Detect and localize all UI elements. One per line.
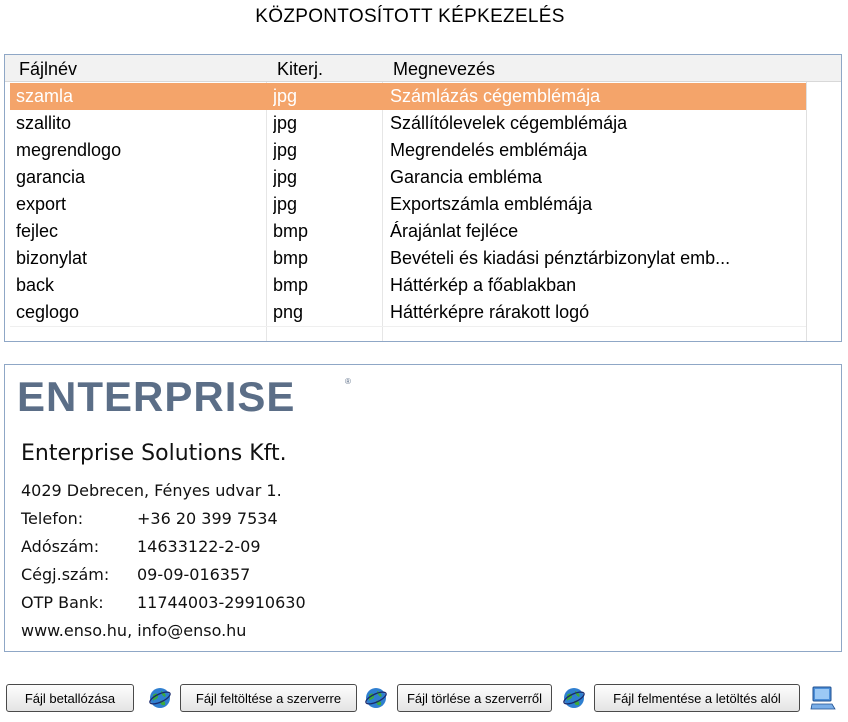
web-line: www.enso.hu, info@enso.hu (21, 621, 247, 640)
column-divider (806, 82, 807, 341)
globe-icon[interactable] (148, 686, 172, 710)
page-title: KÖZPONTOSÍTOTT KÉPKEZELÉS (255, 6, 565, 27)
header-extension[interactable]: Kiterj. (277, 59, 324, 79)
table-row[interactable] (10, 218, 806, 245)
cell-description: Háttérkép a főablakban (390, 275, 577, 295)
cell-filename: megrendlogo (16, 140, 122, 160)
table-row[interactable] (10, 272, 806, 299)
header-description[interactable]: Megnevezés (393, 59, 496, 79)
cell-description: Garancia embléma (390, 167, 543, 187)
table-row[interactable] (10, 191, 806, 218)
phone-value: +36 20 399 7534 (137, 509, 278, 528)
globe-icon[interactable] (364, 686, 388, 710)
grid-header (5, 55, 841, 82)
cell-extension: jpg (273, 194, 298, 214)
cell-extension: bmp (273, 221, 309, 241)
logo-image (9, 369, 351, 647)
globe-icon[interactable] (562, 686, 586, 710)
table-row[interactable] (10, 299, 806, 326)
bank-label: OTP Bank: (21, 593, 104, 612)
cell-description: Háttérképre rárakott logó (390, 302, 590, 322)
cell-filename: szamla (16, 86, 74, 106)
table-row[interactable] (10, 83, 806, 110)
cell-extension: png (273, 302, 304, 322)
address-line: 4029 Debrecen, Fényes udvar 1. (21, 481, 282, 500)
company-name: Enterprise Solutions Kft. (21, 441, 287, 466)
cell-filename: export (16, 194, 67, 214)
cell-filename: garancia (16, 167, 86, 187)
cell-extension: jpg (273, 167, 298, 187)
upload-file-button[interactable]: Fájl feltöltése a szerverre (180, 684, 357, 712)
row-divider (10, 326, 806, 327)
cell-extension: jpg (273, 86, 298, 106)
registry-label: Cégj.szám: (21, 565, 110, 584)
table-row[interactable] (10, 245, 806, 272)
cell-description: Árajánlat fejléce (390, 221, 519, 241)
tax-label: Adószám: (21, 537, 100, 556)
tax-value: 14633122-2-09 (137, 537, 261, 556)
browse-file-button[interactable]: Fájl betallózása (6, 684, 134, 712)
computer-icon[interactable] (810, 684, 836, 712)
file-grid[interactable] (4, 54, 842, 342)
logo-wordmark: ENTERPRISE (17, 373, 296, 420)
cell-description: Exportszámla emblémája (390, 194, 593, 214)
cell-extension: bmp (273, 248, 309, 268)
cell-extension: jpg (273, 140, 298, 160)
cell-filename: ceglogo (16, 302, 80, 322)
exempt-file-button[interactable]: Fájl felmentése a letöltés alól (594, 684, 800, 712)
delete-file-button[interactable]: Fájl törlése a szerverről (397, 684, 552, 712)
cell-description: Számlázás cégemblémája (390, 86, 601, 106)
cell-filename: fejlec (16, 221, 59, 241)
cell-description: Szállítólevelek cégemblémája (390, 113, 628, 133)
bank-value: 11744003-29910630 (137, 593, 306, 612)
registered-mark: ® (345, 377, 351, 386)
cell-description: Bevételi és kiadási pénztárbizonylat emb... (390, 248, 731, 268)
cell-extension: jpg (273, 113, 298, 133)
cell-filename: szallito (16, 113, 72, 133)
table-row[interactable] (10, 110, 806, 137)
cell-extension: bmp (273, 275, 309, 295)
phone-label: Telefon: (21, 509, 84, 528)
table-row[interactable] (10, 164, 806, 191)
table-row[interactable] (10, 137, 806, 164)
registry-value: 09-09-016357 (137, 565, 251, 584)
image-preview (4, 364, 842, 652)
cell-filename: bizonylat (16, 248, 88, 268)
cell-filename: back (16, 275, 55, 295)
header-filename[interactable]: Fájlnév (19, 59, 78, 79)
cell-description: Megrendelés emblémája (390, 140, 588, 160)
